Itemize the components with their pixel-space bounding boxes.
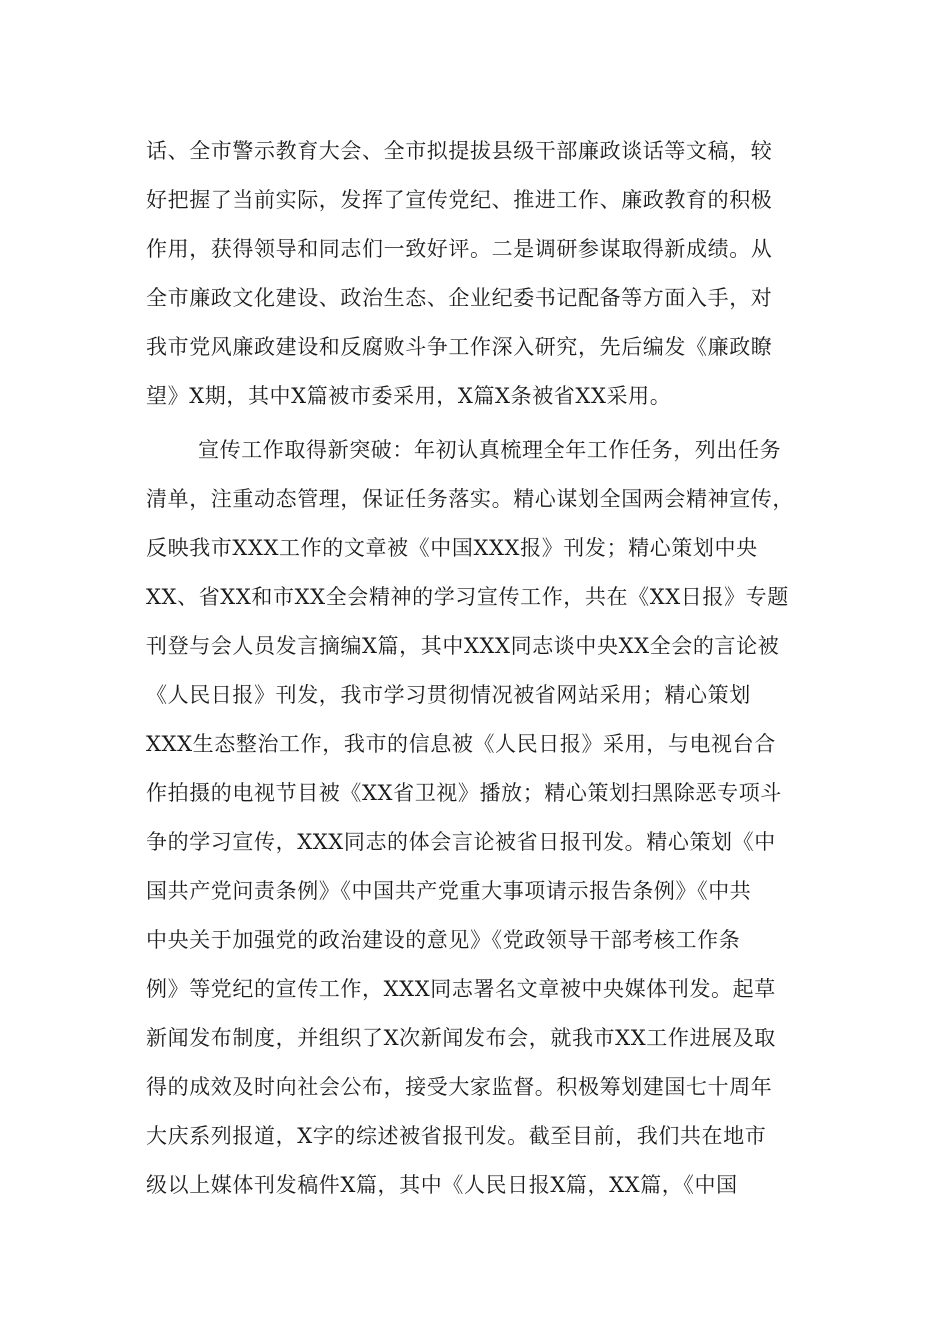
text-line: 大庆系列报道，X字的综述被省报刊发。截至目前，我们共在地市 bbox=[146, 1124, 767, 1148]
text-line: 《人民日报》刊发，我市学习贯彻情况被省网站采用；精心策划 bbox=[146, 683, 751, 707]
text-line: 新闻发布制度，并组织了X次新闻发布会，就我市XX工作进展及取 bbox=[146, 1026, 776, 1050]
text-line: 刊登与会人员发言摘编X篇，其中XXX同志谈中央XX全会的言论被 bbox=[146, 634, 780, 658]
text-line: 得的成效及时向社会公布，接受大家监督。积极筹划建国七十周年 bbox=[146, 1075, 773, 1099]
text-line: 中央关于加强党的政治建设的意见》《党政领导干部考核工作条 bbox=[146, 928, 741, 952]
text-line: 全市廉政文化建设、政治生态、企业纪委书记配备等方面入手，对 bbox=[146, 286, 773, 310]
text-line: 级以上媒体刊发稿件X篇，其中《人民日报X篇，XX篇，《中国 bbox=[146, 1173, 738, 1197]
text-line: 我市党风廉政建设和反腐败斗争工作深入研究，先后编发《廉政瞭 bbox=[146, 335, 773, 359]
text-line: 国共产党问责条例》《中国共产党重大事项请示报告条例》《中共 bbox=[146, 879, 752, 903]
text-line: XX、省XX和市XX全会精神的学习宣传工作，共在《XX日报》专题 bbox=[146, 585, 789, 609]
text-line: 望》X期，其中X篇被市委采用，X篇X条被省XX采用。 bbox=[146, 384, 672, 408]
text-line: 作拍摄的电视节目被《XX省卫视》播放；精心策划扫黑除恶专项斗 bbox=[146, 781, 782, 805]
text-line: 作用，获得领导和同志们一致好评。二是调研参谋取得新成绩。从 bbox=[146, 237, 773, 261]
text-line: 好把握了当前实际，发挥了宣传党纪、推进工作、廉政教育的积极 bbox=[146, 188, 773, 212]
text-line: 话、全市警示教育大会、全市拟提拔县级干部廉政谈话等文稿，较 bbox=[146, 139, 773, 163]
text-line: 清单，注重动态管理，保证任务落实。精心谋划全国两会精神宣传， bbox=[146, 487, 794, 511]
paragraph-first-line: 宣传工作取得新突破：年初认真梳理全年工作任务，列出任务 bbox=[198, 438, 782, 462]
text-line: XXX生态整治工作，我市的信息被《人民日报》采用，与电视台合 bbox=[146, 732, 776, 756]
text-line: 反映我市XXX工作的文章被《中国XXX报》刊发；精心策划中央 bbox=[146, 536, 758, 560]
text-line: 例》等党纪的宣传工作，XXX同志署名文章被中央媒体刊发。起草 bbox=[146, 977, 776, 1001]
text-line: 争的学习宣传，XXX同志的体会言论被省日报刊发。精心策划《中 bbox=[146, 830, 776, 854]
